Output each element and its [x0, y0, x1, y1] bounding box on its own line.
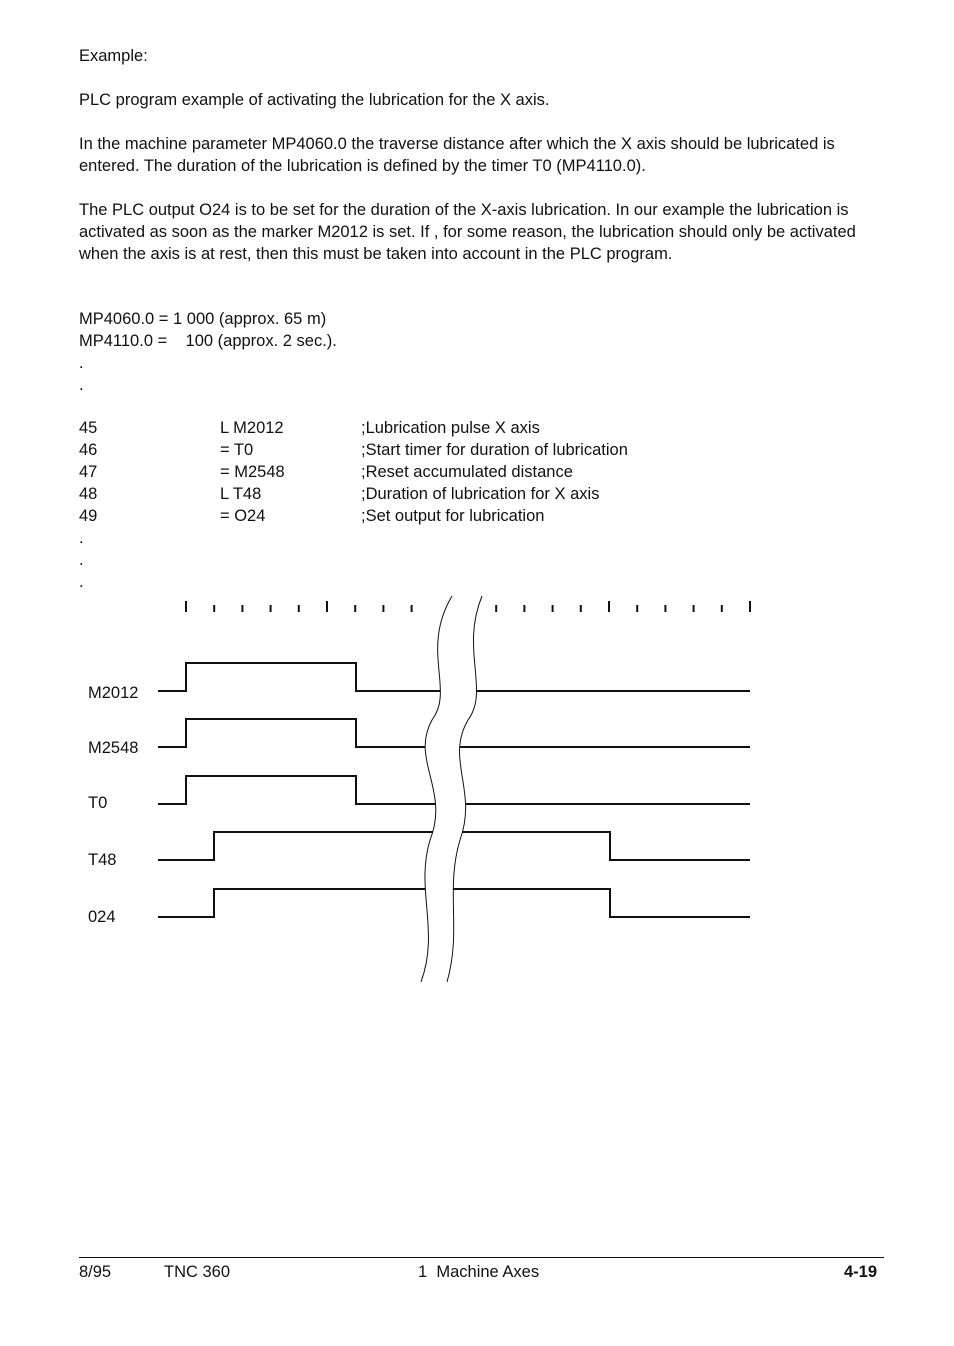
code-line-number: 45 — [79, 419, 98, 437]
break-gap — [421, 596, 482, 982]
break-mark — [421, 596, 482, 982]
code-instruction: = T0 — [220, 441, 254, 459]
footer-model: TNC 360 — [164, 1263, 231, 1281]
footer-rule — [79, 1257, 884, 1258]
ellipsis-dot: . — [79, 573, 84, 591]
code-instruction: L T48 — [220, 485, 262, 503]
code-line-number: 48 — [79, 485, 98, 503]
signal-label-t0: T0 — [88, 794, 108, 812]
code-comment: ;Lubrication pulse X axis — [361, 419, 540, 437]
ellipsis-dot: . — [79, 551, 84, 569]
code-comment: ;Start timer for duration of lubrication — [361, 441, 628, 459]
footer-date: 8/95 — [79, 1263, 112, 1281]
signal-label-m2012: M2012 — [88, 684, 139, 702]
code-line-number: 49 — [79, 507, 98, 525]
ellipsis-dot: . — [79, 376, 84, 394]
heading: Example: — [79, 47, 148, 65]
code-line-number: 46 — [79, 441, 98, 459]
signal-label-o24: 024 — [88, 908, 116, 926]
code-comment: ;Duration of lubrication for X axis — [361, 485, 600, 503]
code-comment: ;Reset accumulated distance — [361, 463, 573, 481]
paragraph-traverse: In the machine parameter MP4060.0 the traverse distance after which the X axis should be lubricated is entered. The duration of the lubrication is defined by the timer T0 (MP4110.0). — [79, 135, 835, 175]
signal-label-t48: T48 — [88, 851, 117, 869]
param-mp4110: MP4110.0 = 100 (approx. 2 sec.). — [79, 332, 337, 350]
param-mp4060: MP4060.0 = 1 000 (approx. 65 m) — [79, 310, 327, 328]
signal-label-m2548: M2548 — [88, 739, 139, 757]
paragraph-output: The PLC output O24 is to be set for the duration of the X-axis lubrication. In our example the lubrication is activated as soon as the marker M2012 is set. If , for some reason, the lubrication should only be activated when the axis is at rest, then this must be taken into account in the PLC program. — [79, 201, 856, 263]
code-instruction: L M2012 — [220, 419, 284, 437]
ellipsis-dot: . — [79, 529, 84, 547]
paragraph-intro: PLC program example of activating the lubrication for the X axis. — [79, 91, 550, 109]
footer-chapter: 1 Machine Axes — [418, 1263, 540, 1281]
code-instruction: = O24 — [220, 507, 266, 525]
footer-page-number: 4-19 — [844, 1263, 878, 1281]
code-line-number: 47 — [79, 463, 98, 481]
ellipsis-dot: . — [79, 354, 84, 372]
code-comment: ;Set output for lubrication — [361, 507, 545, 525]
code-instruction: = M2548 — [220, 463, 285, 481]
